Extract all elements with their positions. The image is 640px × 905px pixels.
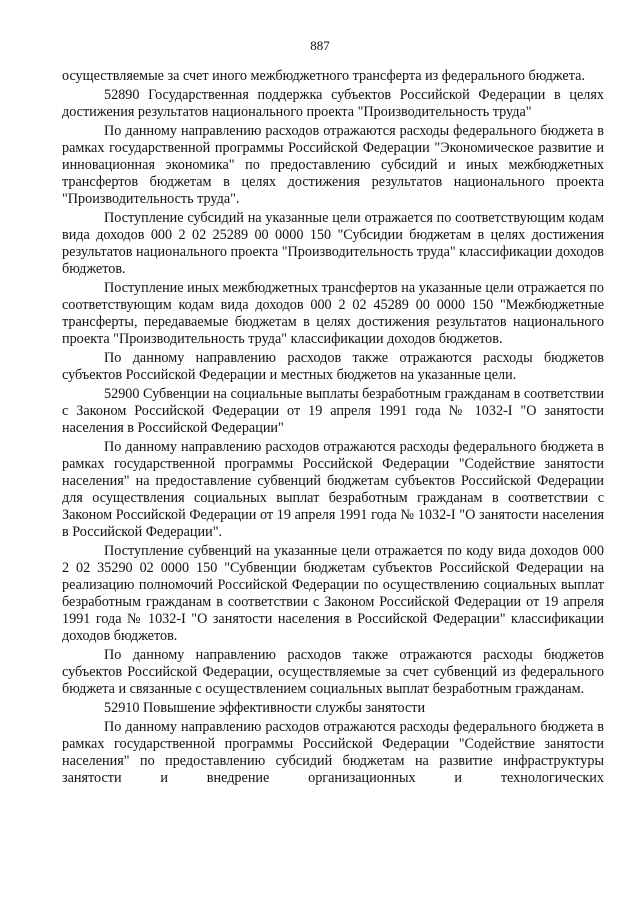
paragraph: Поступление субвенций на указанные цели отражается по коду вида доходов 000 2 02 35290 02 0000 150 "Субвенции бюджетам субъектов Российской Федерации на реализацию полномочий Российской Федерации по осуществлению социальных выплат безработным гражданам в соответствии с Законом Российской Федерации от 19 апреля 1991 года № 1032-I "О занятости населения в Российской Федерации" классификации доходов бюджетов.: [62, 543, 604, 644]
paragraph: По данному направлению расходов также отражаются расходы бюджетов субъектов Российской Федерации и местных бюджетов на указанные цели.: [62, 350, 604, 383]
paragraph-continuation: осуществляемые за счет иного межбюджетного трансферта из федерального бюджета.: [62, 68, 585, 84]
paragraph: По данному направлению расходов также отражаются расходы бюджетов субъектов Российской Федерации, осуществляемые за счет субвенций из федерального бюджета и связанные с осуществлением социальных выплат безработным гражданам.: [62, 647, 604, 697]
section-heading-52900: 52900 Субвенции на социальные выплаты безработным гражданам в соответствии с Законом Российской Федерации от 19 апреля 1991 года № 1032-I "О занятости населения в Российской Федерации": [62, 386, 604, 436]
paragraph: По данному направлению расходов отражаются расходы федерального бюджета в рамках государственной программы Российской Федерации "Экономическое развитие и инновационная экономика" по предоставлению субсидий и иных межбюджетных трансфертов бюджетам в целях достижения результатов национального проекта "Производительность труда".: [62, 123, 604, 207]
section-heading-52890: 52890 Государственная поддержка субъектов Российской Федерации в целях достижения результатов национального проекта "Производительность труда": [62, 87, 604, 120]
section-heading-52910: 52910 Повышение эффективности службы занятости: [104, 700, 426, 716]
document-body: [62, 68, 604, 789]
paragraph: Поступление субсидий на указанные цели отражается по соответствующим кодам вида доходов 000 2 02 25289 00 0000 150 "Субсидии бюджетам в целях достижения результатов национального проекта "Производительность труда" классификации доходов бюджетов.: [62, 210, 604, 277]
paragraph: Поступление иных межбюджетных трансфертов на указанные цели отражается по соответствующим кодам вида доходов 000 2 02 45289 00 0000 150 "Межбюджетные трансферты, передаваемые бюджетам в целях достижения результатов национального проекта "Производительность труда" классификации доходов бюджетов.: [62, 280, 604, 347]
paragraph-truncated: По данному направлению расходов отражаются расходы федерального бюджета в рамках государственной программы Российской Федерации "Содействие занятости населения" по предоставлению субсидий бюджетам на развитие инфраструктуры занятости и внедрение организационных и технологических: [62, 719, 604, 786]
paragraph: По данному направлению расходов отражаются расходы федерального бюджета в рамках государственной программы Российской Федерации "Содействие занятости населения" на предоставление субвенций бюджетам субъектов Российской Федерации для осуществления социальных выплат безработным гражданам в соответствии с Законом Российской Федерации от 19 апреля 1991 года № 1032-I "О занятости населения в Российской Федерации".: [62, 439, 604, 540]
page-number: 887: [310, 38, 330, 53]
